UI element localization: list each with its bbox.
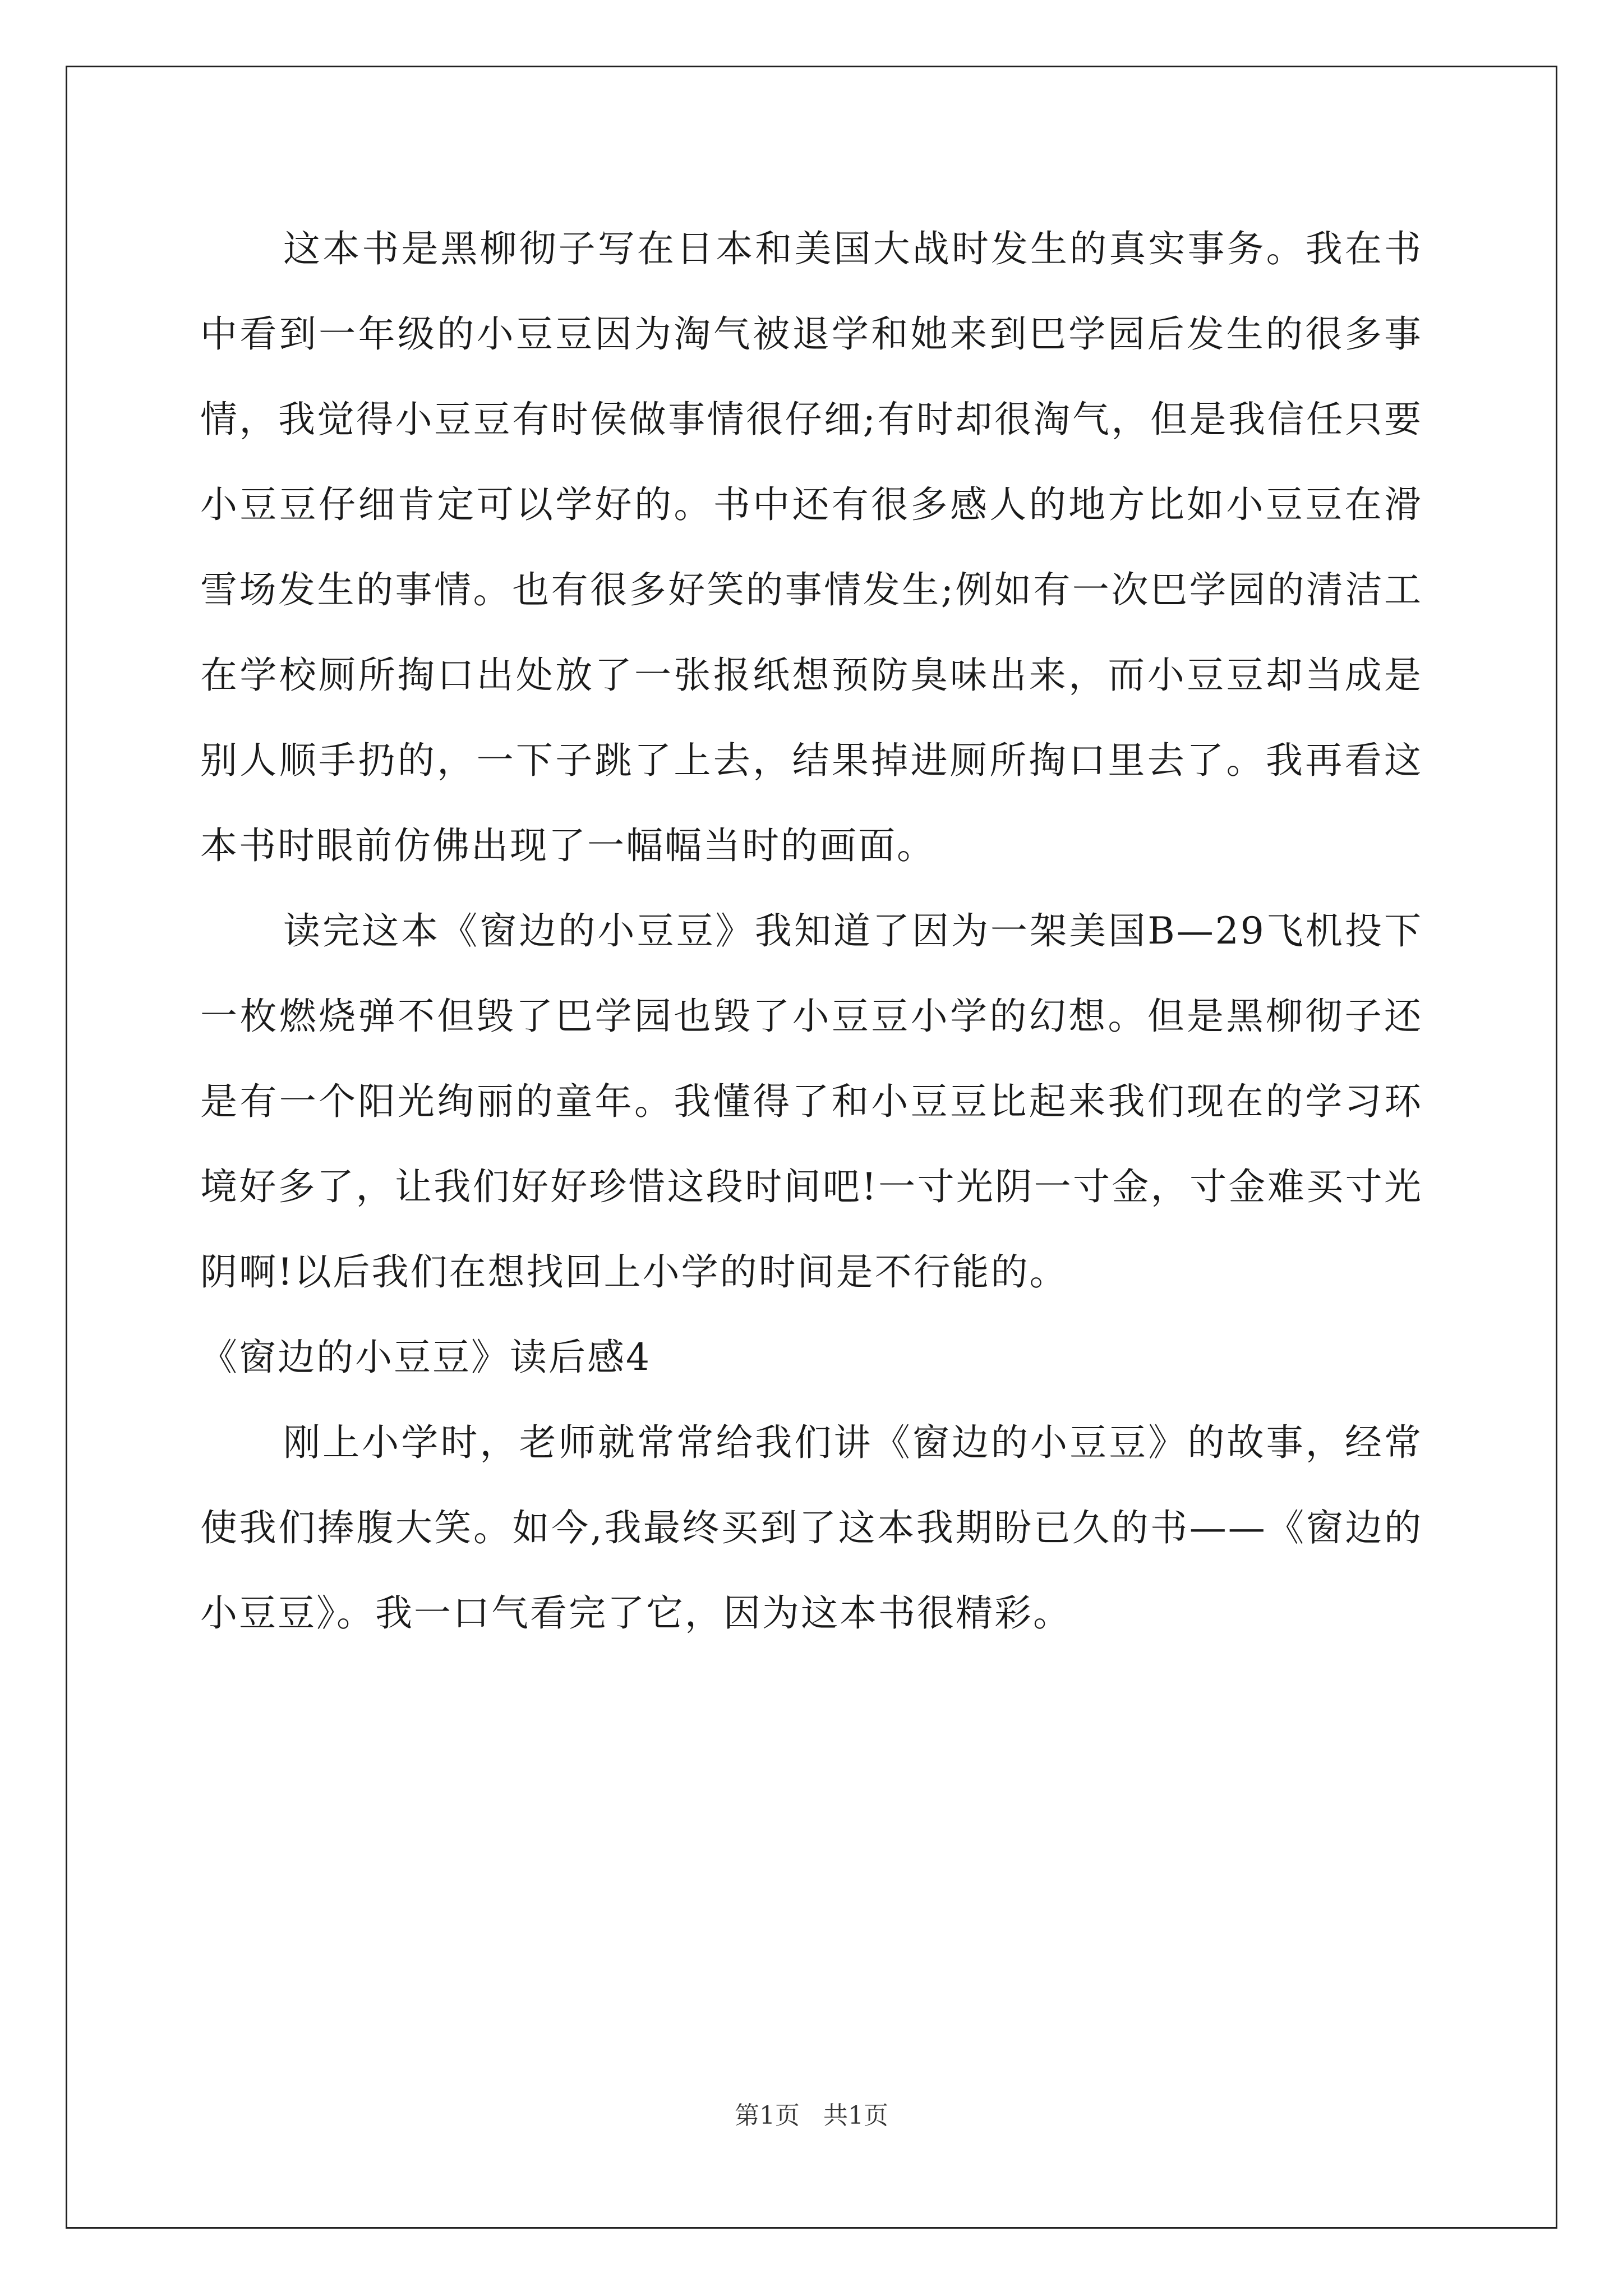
page-number: 第1页 [735, 2101, 800, 2130]
paragraph: 这本书是黑柳彻子写在日本和美国大战时发生的真实事务。我在书中看到一年级的小豆豆因为淘气被退学和她来到巴学园后发生的很多事情，我觉得小豆豆有时侯做事情很仔细;有时却很淘气，但是我信任只要小豆豆仔细肯定可以学好的。书中还有很多感人的地方比如小豆豆在滑雪场发生的事情。也有很多好笑的事情发生;例如有一次巴学园的清洁工在学校厕所掏口出处放了一张报纸想预防臭味出来，而小豆豆却当成是别人顺手扔的，一下子跳了上去，结果掉进厕所掏口里去了。我再看这本书时眼前仿佛出现了一幅幅当时的画面。 [200, 227, 1423, 867]
paragraph: 刚上小学时，老师就常常给我们讲《窗边的小豆豆》的故事，经常使我们捧腹大笑。如今,我最终买到了这本我期盼已久的书——《窗边的小豆豆》。我一口气看完了它，因为这本书很精彩。 [200, 1421, 1423, 1635]
page-total: 共1页 [823, 2101, 888, 2130]
document-body [200, 206, 1423, 1656]
section-title: 《窗边的小豆豆》读后感4 [200, 1336, 651, 1379]
paragraph: 读完这本《窗边的小豆豆》我知道了因为一架美国B—29飞机投下一枚燃烧弹不但毁了巴学园也毁了小豆豆小学的幻想。但是黑柳彻子还是有一个阳光绚丽的童年。我懂得了和小豆豆比起来我们现在的学习环境好多了，让我们好好珍惜这段时间吧!一寸光阴一寸金，寸金难买寸光阴啊!以后我们在想找回上小学的时间是不行能的。 [200, 909, 1423, 1294]
page-footer [0, 2095, 1623, 2131]
